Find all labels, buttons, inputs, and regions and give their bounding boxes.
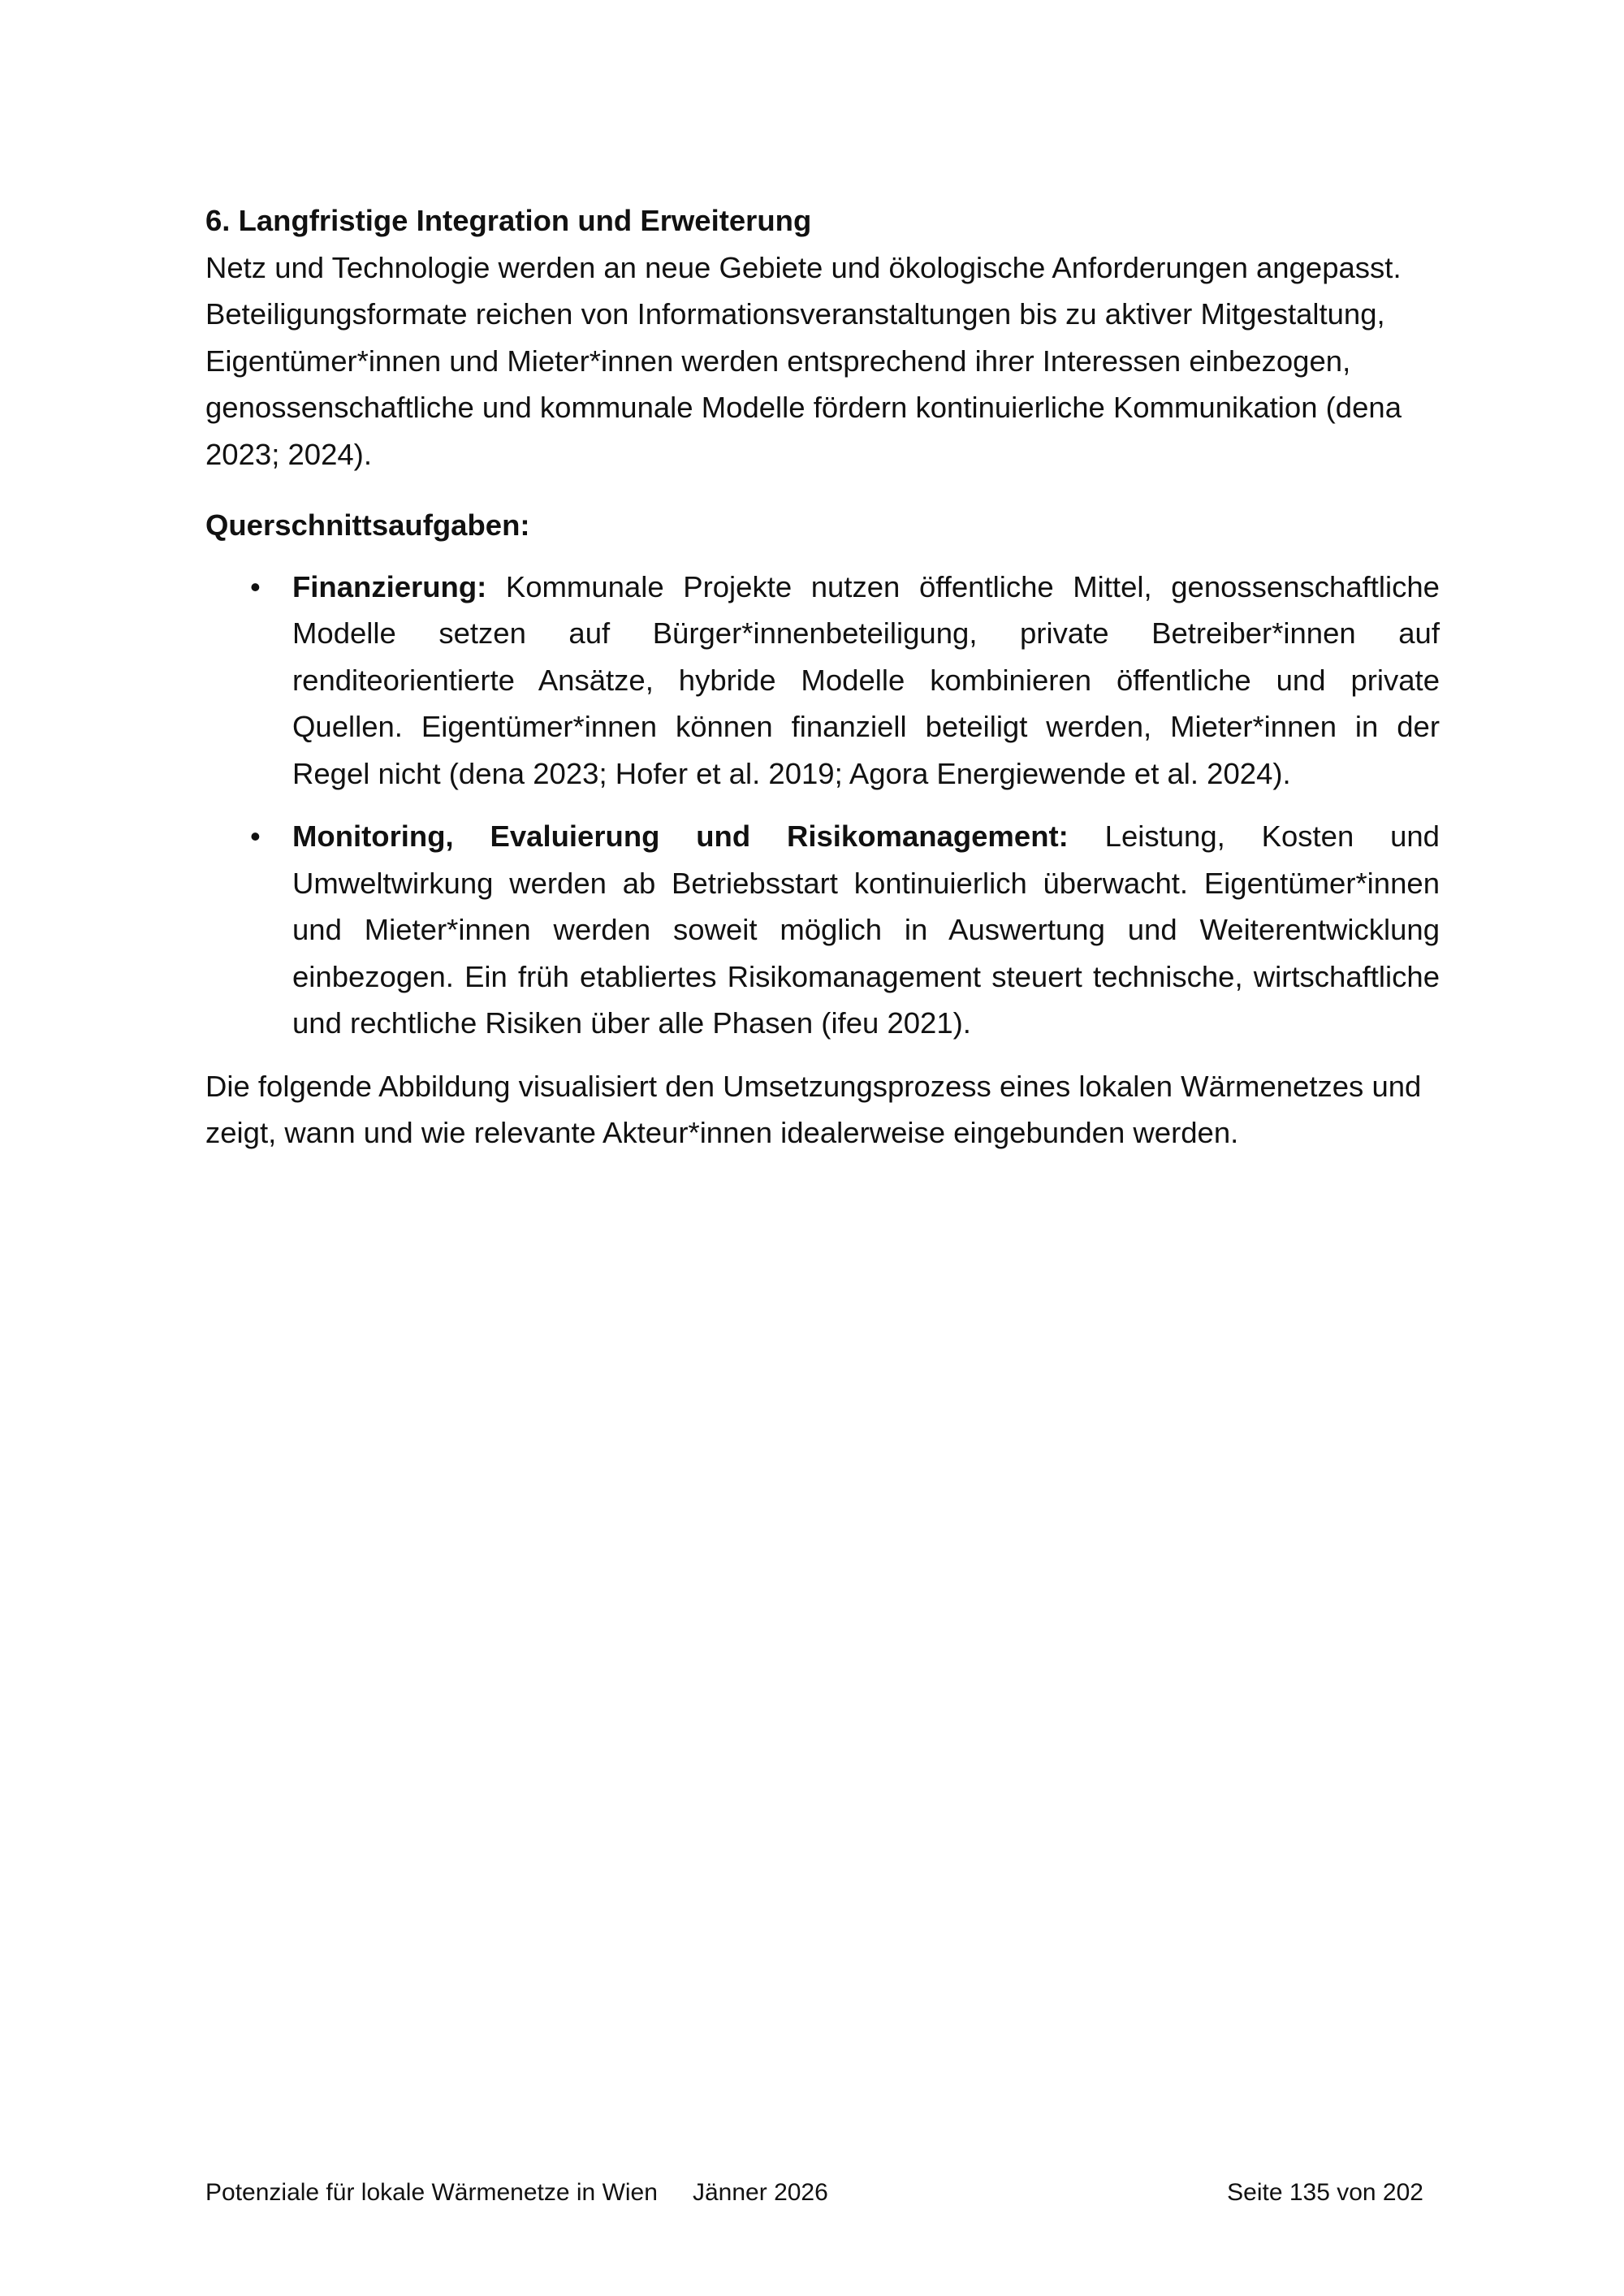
footer-document-title: Potenziale für lokale Wärmenetze in Wien xyxy=(205,2179,658,2206)
cross-tasks-heading: Querschnittsaufgaben: xyxy=(205,508,530,542)
cross-tasks-list xyxy=(205,564,1440,1047)
list-item-text: Kommunale Projekte nutzen öffentliche Mittel, genossenschaftliche Modelle setzen auf Bürger*innenbeteiligung, private Betreiber*innen auf renditeorientierte Ansätze, hybride Modelle kombinieren öffentliche und private Quellen. Eigentümer*innen können finanziell beteiligt werden, Mieter*innen in der Regel nicht (dena 2023; Hofer et al. 2019; Agora Energiewende et al. 2024). xyxy=(292,569,1440,790)
list-item-monitoring xyxy=(205,813,1440,1047)
list-item-text: Leistung, Kosten und Umweltwirkung werden ab Betriebsstart kontinuierlich überwacht. Eigentümer*innen und Mieter*innen werden soweit möglich in Auswertung und Weiterentwicklung einbezogen. Ein früh etabliertes Risikomanagement steuert technische, wirtschaftliche und rechtliche Risiken über alle Phasen (ifeu 2021). xyxy=(292,819,1440,1040)
closing-paragraph: Die folgende Abbildung visualisiert den Umsetzungsprozess eines lokalen Wärmenetzes und zeigt, wann und wie relevante Akteur*innen idealerweise eingebunden werden. xyxy=(205,1069,1422,1149)
page-content xyxy=(205,197,1440,1157)
list-item-financing xyxy=(205,564,1440,798)
section-heading: 6. Langfristige Integration und Erweiterung xyxy=(205,204,812,237)
list-item-title: Monitoring, Evaluierung und Risikomanagement: xyxy=(292,819,1069,853)
list-item-title: Finanzierung: xyxy=(292,569,487,603)
bullet-icon: • xyxy=(250,819,261,853)
section-paragraph: Netz und Technologie werden an neue Gebiete und ökologische Anforderungen angepasst. Beteiligungsformate reichen von Informationsveranstaltungen bis zu aktiver Mitgestaltung, Eigentümer*innen und Mieter*innen werden entsprechend ihrer Interessen einbezogen, genossenschaftliche und kommunale Modelle fördern kontinuierliche Kommunikation (dena 2023; 2024). xyxy=(205,250,1402,471)
bullet-icon: • xyxy=(250,569,261,603)
footer-page-number: Seite 135 von 202 xyxy=(1227,2179,1423,2206)
footer-date: Jänner 2026 xyxy=(693,2179,828,2206)
